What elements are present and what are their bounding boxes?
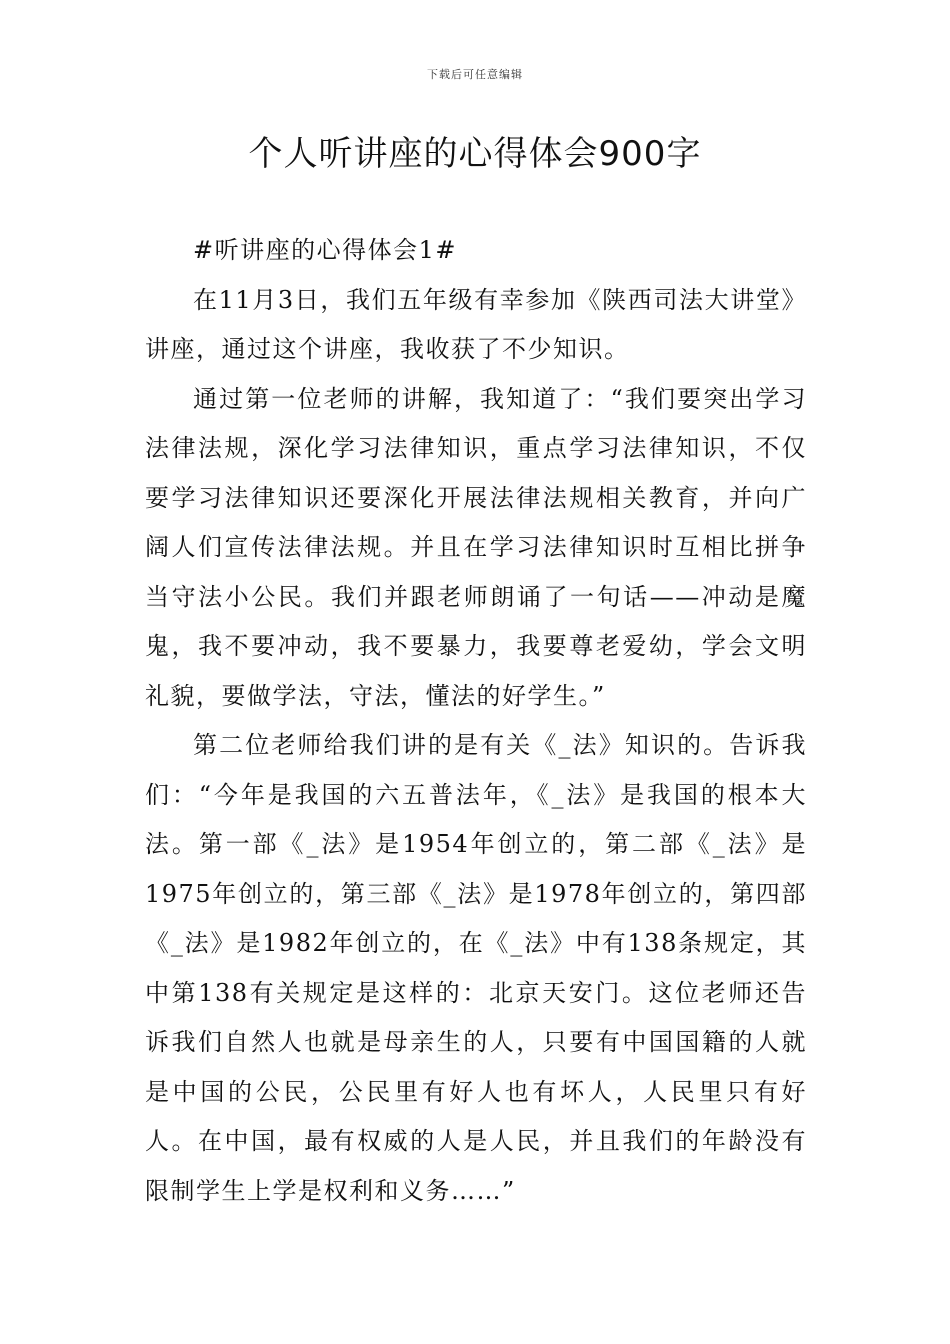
paragraph-1: 在11月3日，我们五年级有幸参加《陕西司法大讲堂》讲座，通过这个讲座，我收获了不少知识。	[145, 285, 807, 363]
paragraph-3: 第二位老师给我们讲的是有关《_法》知识的。告诉我们：“今年是我国的六五普法年，《_法》是我国的根本大法。第一部《_法》是1954年创立的，第二部《_法》是1975年创立的，第三部《_法》是1978年创立的，第四部《_法》是1982年创立的，在《_法》中有138条规定，其中第138有关规定是这样的：北京天安门。这位老师还告诉我们自然人也就是母亲生的人，只要有中国国籍的人就是中国的公民，公民里有好人也有坏人，人民里只有好人。在中国，最有权威的人是人民，并且我们的年龄没有限制学生上学是权利和义务……”	[145, 731, 807, 1205]
paragraph-2: 通过第一位老师的讲解，我知道了：“我们要突出学习法律法规，深化学习法律知识，重点学习法律知识，不仅要学习法律知识还要深化开展法律法规相关教育，并向广阔人们宣传法律法规。并且在学习法律知识时互相比拼争当守法小公民。我们并跟老师朗诵了一句话——冲动是魔鬼，我不要冲动，我不要暴力，我要尊老爱幼，学会文明礼貌，要做学法，守法，懂法的好学生。”	[145, 384, 807, 710]
document-title: 个人听讲座的心得体会900字	[248, 134, 702, 174]
header-note: 下载后可任意编辑	[427, 68, 523, 81]
document-body	[145, 226, 807, 1216]
section-heading: #听讲座的心得体会1#	[193, 236, 457, 264]
